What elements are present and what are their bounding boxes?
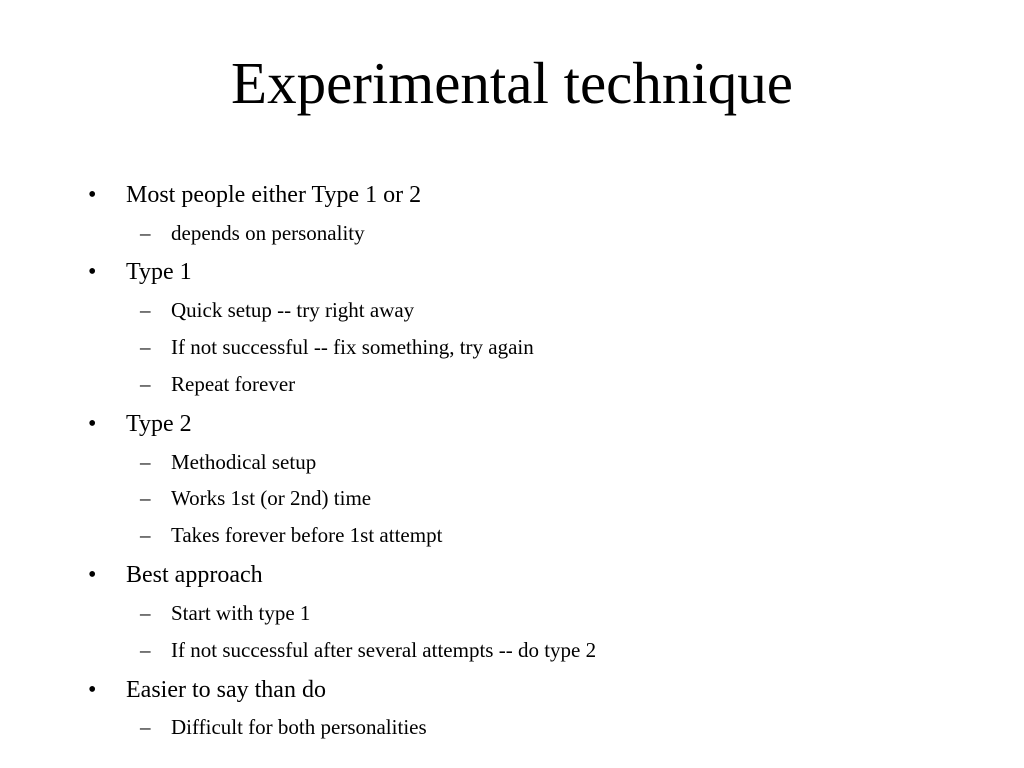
sub-bullet-marker: – [140,335,151,359]
sub-bullet-label: Difficult for both personalities [171,715,427,739]
sub-bullet-marker: – [140,372,151,396]
bullet-label: Easier to say than do [126,677,326,703]
sub-bullet-marker: – [140,221,151,245]
bullet-marker: • [88,562,97,588]
bullet-label: Best approach [126,562,263,588]
bullet-marker: • [88,411,97,437]
sub-bullet-label: Repeat forever [171,372,296,396]
sub-bullet-label: Works 1st (or 2nd) time [171,486,372,510]
slide-title: Experimental technique [231,50,793,116]
sub-bullet-marker: – [140,601,151,625]
sub-bullet-label: Start with type 1 [171,601,311,625]
sub-bullet-marker: – [140,450,151,474]
sub-bullet-label: Quick setup -- try right away [171,298,415,322]
bullet-marker: • [88,677,97,703]
sub-bullet-label: Takes forever before 1st attempt [171,523,443,547]
sub-bullet-label: If not successful after several attempts -- do type 2 [171,638,597,662]
bullet-label: Type 1 [126,259,192,285]
sub-bullet-label: depends on personality [171,221,365,245]
bullet-label: Type 2 [126,411,192,437]
sub-bullet-marker: – [140,523,151,547]
sub-bullet-label: If not successful -- fix something, try again [171,335,534,359]
sub-bullet-label: Methodical setup [171,450,317,474]
sub-bullet-marker: – [140,715,151,739]
sub-bullet-marker: – [140,486,151,510]
bullet-label: Most people either Type 1 or 2 [126,182,422,208]
bullet-marker: • [88,259,97,285]
sub-bullet-marker: – [140,638,151,662]
sub-bullet-marker: – [140,298,151,322]
bullet-marker: • [88,182,97,208]
